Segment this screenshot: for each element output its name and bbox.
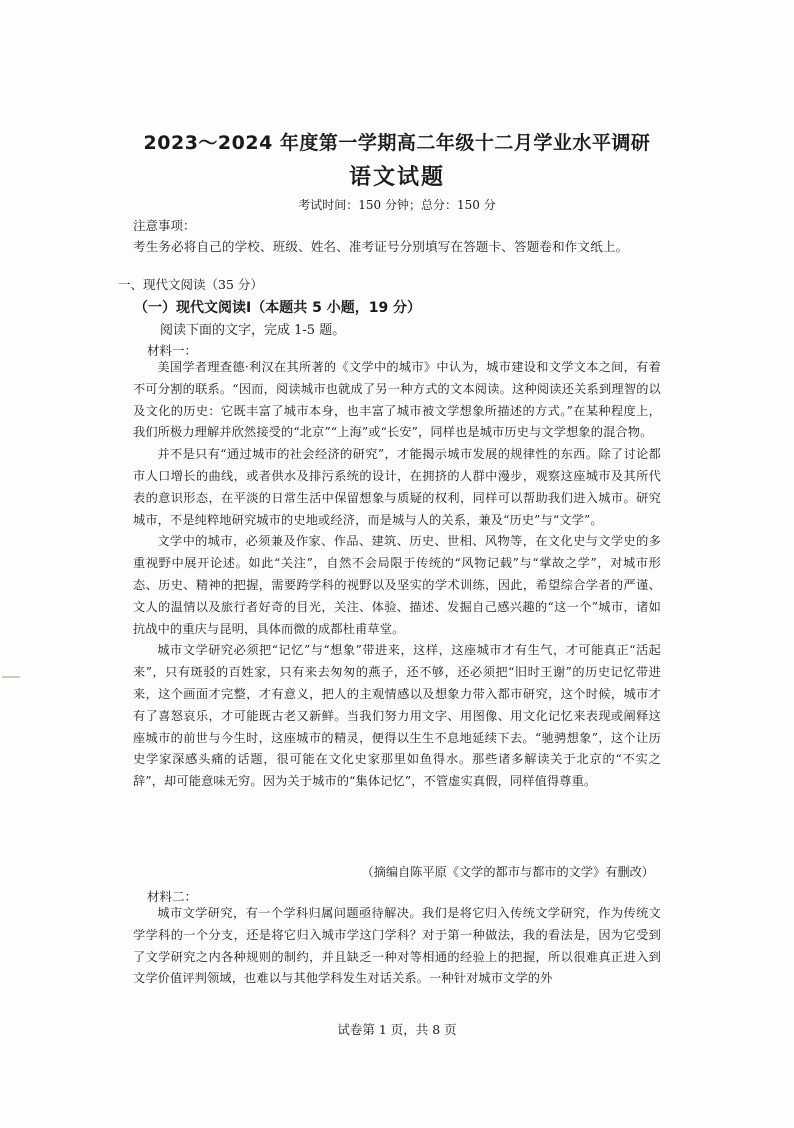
page-footer: 试卷第 1 页，共 8 页 [337,1022,457,1037]
material-one-paragraph: 文学中的城市，必须兼及作家、作品、建筑、历史、世相、风物等，在文化史与文学史的多重视野中展开论述。如此“关注”，自然不会局限于传统的“风物记载”与“掌故之学”，对城市形态、历史、精神的把握，需要跨学科的视野以及坚实的学术训练，因此，希望综合学者的严谨、文人的温情以及旅行者好奇的目光，关注、体验、描述、发掘自己感兴趣的“这一个”城市，诸如抗战中的重庆与昆明，具体而微的成都杜甫草堂。 [133,534,661,636]
material-two-passage [133,903,661,990]
notice-text: 考生务必将自己的学校、班级、姓名、准考证号分别填写在答题卡、答题卷和作文纸上。 [133,239,629,254]
material-one-source: （摘编自陈平原《文学的都市与都市的文学》有删改） [361,865,654,879]
material-one-paragraph: 并不是只有“通过城市的社会经济的研究”，才能揭示城市发展的规律性的东西。除了讨论都市人口增长的曲线，或者供水及排污系统的设计，在拥挤的人群中漫步，观察这座城市及其所代表的意识形态，在平淡的日常生活中保留想象与质疑的权利，同样可以帮助我们进入城市。研究城市，不是纯粹地研究城市的史地或经济，而是城与人的关系，兼及“历史”与“文学”。 [133,447,661,527]
material-one-paragraph: 美国学者理查德·利汉在其所著的《文学中的城市》中认为，城市建设和文学文本之间，有着不可分割的联系。“因而，阅读城市也就成了另一种方式的文本阅读。这种阅读还关系到理智的以及文化的历史：它既丰富了城市本身，也丰富了城市被文学想象所描述的方式。”在某种程度上，我们所极力理解并欣然接受的“北京”“上海”或“长安”，同样也是城市历史与文学想象的混合物。 [133,360,661,440]
material-two-label: 材料二： [147,889,198,904]
material-two-paragraph: 城市文学研究，有一个学科归属问题亟待解决。我们是将它归入传统文学研究，作为传统文学学科的一个分支，还是将它归入城市学这门学科？对于第一种做法，我的看法是，因为它受到了文学研究之内各种规则的制约，并且缺乏一种对等相通的经验上的把握，所以很难真正进入到文学价值评判领域，也难以与其他学科发生对话关系。一种针对城市文学的外 [133,906,661,986]
notice-heading: 注意事项： [133,218,196,233]
subject-title: 语文试题 [348,165,445,190]
material-one-paragraph: 城市文学研究必须把“记忆”与“想象”带进来，这样，这座城市才有生气，才可能真正“活起来”，只有斑驳的百姓家，只有来去匆匆的燕子，还不够，还必须把“旧时王谢”的历史记忆带进来，这个画面才完整，才有意义，把人的主观情感以及想象力带入都市研究，这个时候，城市才有了喜怒哀乐，才可能既古老又新鲜。当我们努力用文字、用图像、用文化记忆来表现或阐释这座城市的前世与今生时，这座城市的精灵，便得以生生不息地延续下去。“驰骋想象”，这个让历史学家深感头痛的话题，很可能在文化史家那里如鱼得水。那些诸多解读关于北京的“不实之辞”，却可能意味无穷。因为关于城市的“集体记忆”，不管虚实真假，同样值得尊重。 [133,643,661,789]
part-one-heading: 一、现代文阅读（35 分） [118,277,263,292]
section-one-heading: （一）现代文阅读Ⅰ（本题共 5 小题，19 分） [134,300,422,316]
material-one-label: 材料一： [147,343,198,358]
material-one-passage [133,357,661,793]
reading-instruction: 阅读下面的文字，完成 1-5 题。 [160,323,346,338]
exam-title: 2023～2024 年度第一学期高二年级十二月学业水平调研 [143,132,651,154]
exam-time-info: 考试时间：150 分钟；总分：150 分 [298,198,496,212]
scan-speck [2,676,20,678]
